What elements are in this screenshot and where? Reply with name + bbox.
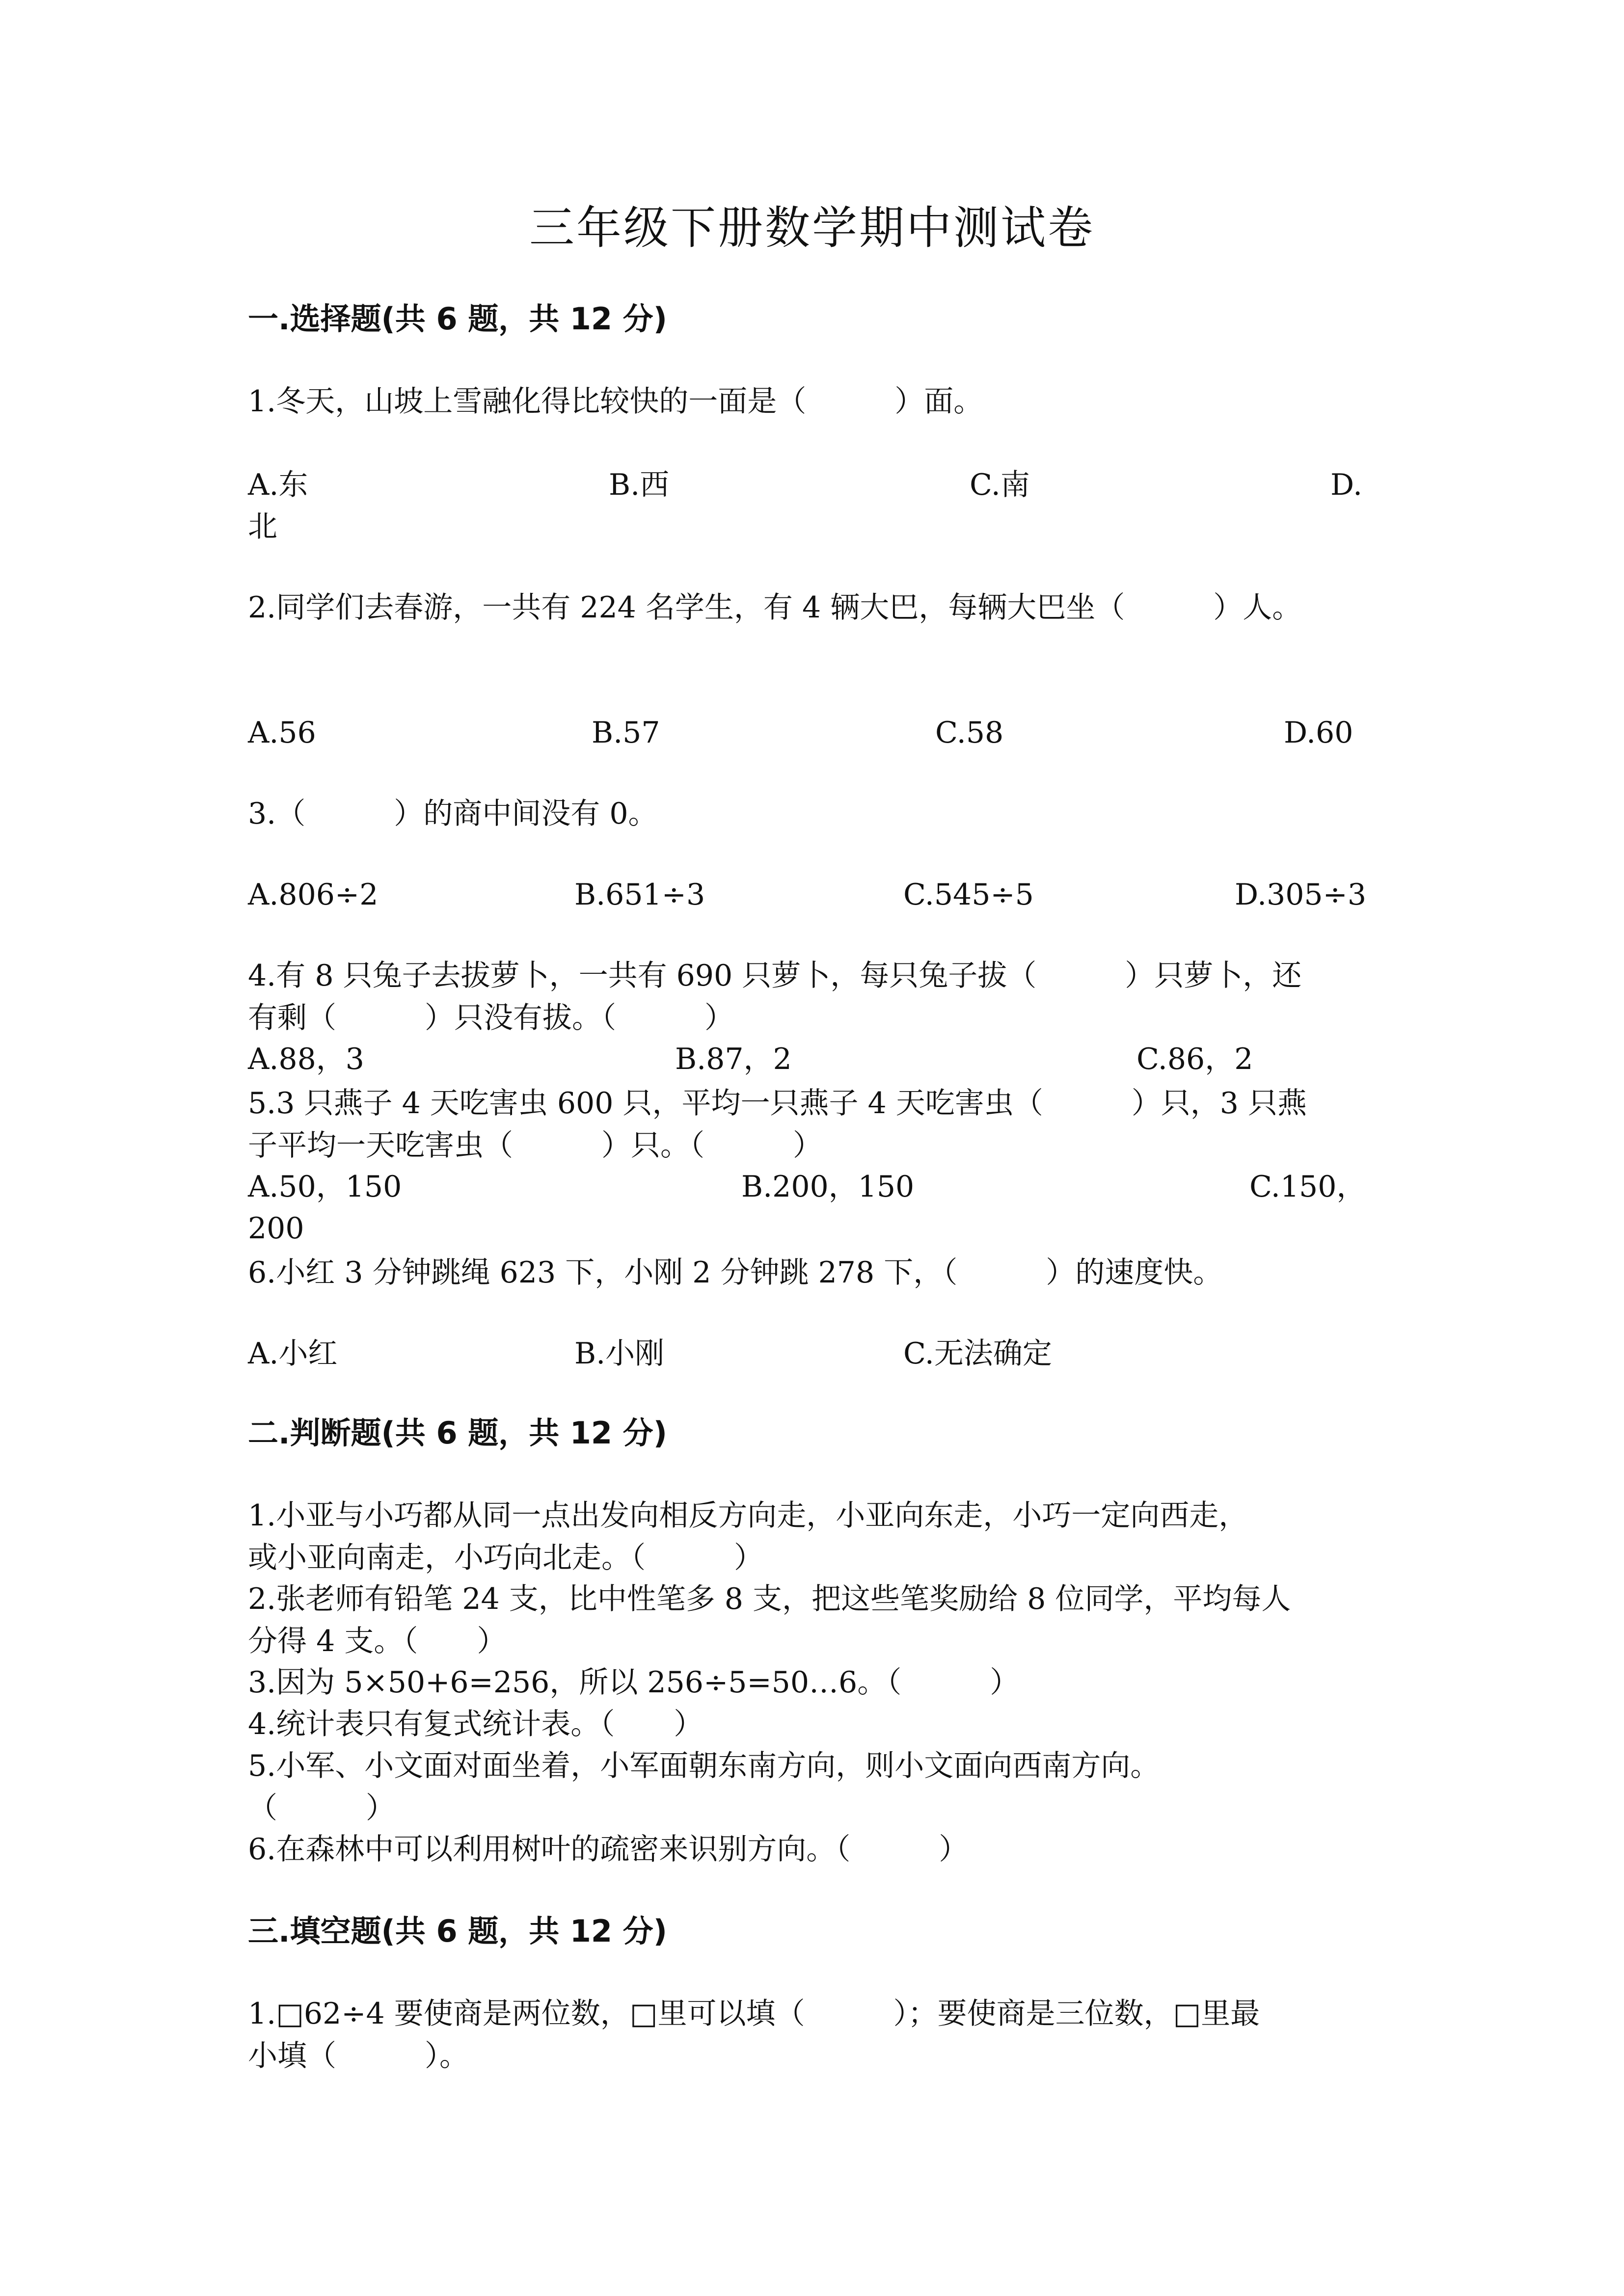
- question-2-1: [248, 1495, 1387, 1579]
- option-a: A.56: [248, 716, 316, 750]
- question-line: 5.小军、小文面对面坐着，小军面朝东南方向，则小文面向西南方向。: [248, 1749, 1160, 1783]
- option-c-wrap: 200: [248, 1211, 304, 1246]
- option-b: B.57: [592, 716, 660, 750]
- option-c: C.南: [970, 468, 1030, 502]
- section-heading-judgement: 二.判断题(共 6 题，共 12 分): [248, 1415, 667, 1451]
- section-heading-fill-blank: 三.填空题(共 6 题，共 12 分): [248, 1913, 667, 1949]
- question-2-2: [248, 1578, 1387, 1662]
- option-b: B.200，150: [741, 1170, 915, 1204]
- question-line: （ ）: [248, 1791, 395, 1825]
- question-line: 3.（ ）的商中间没有 0。: [248, 797, 658, 831]
- question-1-5: [248, 1082, 1387, 1167]
- option-c: C.58: [935, 716, 1004, 750]
- question-1-6: [248, 1252, 1387, 1294]
- option-c: C.150，: [1249, 1170, 1366, 1204]
- question-line: 4.有 8 只兔子去拔萝卜，一共有 690 只萝卜，每只兔子拔（ ）只萝卜，还: [248, 959, 1302, 993]
- option-b: B.小刚: [574, 1336, 665, 1371]
- question-2-3: [248, 1661, 1387, 1704]
- option-d-wrap: 北: [248, 509, 277, 544]
- question-line: 子平均一天吃害虫（ ）只。（ ）: [248, 1128, 822, 1163]
- question-line: 1.小亚与小巧都从同一点出发向相反方向走，小亚向东走，小巧一定向西走，: [248, 1498, 1248, 1533]
- question-2-4: [248, 1703, 1387, 1745]
- option-c: C.86，2: [1137, 1042, 1253, 1076]
- option-a: A.88，3: [248, 1042, 364, 1076]
- option-c: C.无法确定: [903, 1336, 1052, 1371]
- option-c: C.545÷5: [903, 878, 1034, 912]
- question-2-5: [248, 1745, 1387, 1829]
- option-b: B.西: [609, 468, 670, 502]
- question-line: 3.因为 5×50+6=256，所以 256÷5=50…6。（ ）: [248, 1665, 1020, 1700]
- option-b: B.87，2: [675, 1042, 792, 1076]
- question-line: 4.统计表只有复式统计表。（ ）: [248, 1707, 704, 1741]
- section-heading-choice: 一.选择题(共 6 题，共 12 分): [248, 301, 667, 337]
- question-line: 有剩（ ）只没有拔。（ ）: [248, 1001, 734, 1035]
- question-line: 或小亚向南走，小巧向北走。（ ）: [248, 1541, 763, 1575]
- question-line: 1.冬天，山坡上雪融化得比较快的一面是（ ）面。: [248, 384, 983, 419]
- question-line: 1.□62÷4 要使商是两位数，□里可以填（ ）；要使商是三位数，□里最: [248, 1997, 1260, 2031]
- page-title: 三年级下册数学期中测试卷: [529, 202, 1095, 254]
- question-line: 5.3 只燕子 4 天吃害虫 600 只，平均一只燕子 4 天吃害虫（ ）只，3 只燕: [248, 1086, 1307, 1121]
- question-1-3: [248, 793, 1387, 835]
- question-2-6: [248, 1828, 1387, 1870]
- option-a: A.806÷2: [248, 878, 379, 912]
- question-3-1: [248, 1993, 1387, 2077]
- question-1-1: [248, 380, 1387, 423]
- question-line: 小填（ ）。: [248, 2039, 469, 2073]
- option-a: A.小红: [248, 1336, 338, 1371]
- question-1-4: [248, 955, 1387, 1039]
- option-d: D.305÷3: [1235, 878, 1367, 912]
- question-line: 6.小红 3 分钟跳绳 623 下，小刚 2 分钟跳 278 下，（ ）的速度快。: [248, 1255, 1223, 1290]
- option-a: A.50，150: [248, 1170, 402, 1204]
- question-line: 2.同学们去春游，一共有 224 名学生，有 4 辆大巴，每辆大巴坐（ ）人。: [248, 590, 1302, 625]
- question-line: 2.张老师有铅笔 24 支，比中性笔多 8 支，把这些笔奖励给 8 位同学，平均每人: [248, 1582, 1291, 1616]
- option-b: B.651÷3: [574, 878, 705, 912]
- option-d: D.: [1330, 468, 1363, 502]
- option-d: D.60: [1284, 716, 1353, 750]
- question-line: 分得 4 支。（ ）: [248, 1624, 507, 1658]
- question-1-2: [248, 587, 1387, 629]
- option-a: A.东: [248, 468, 308, 502]
- question-line: 6.在森林中可以利用树叶的疏密来识别方向。（ ）: [248, 1832, 969, 1867]
